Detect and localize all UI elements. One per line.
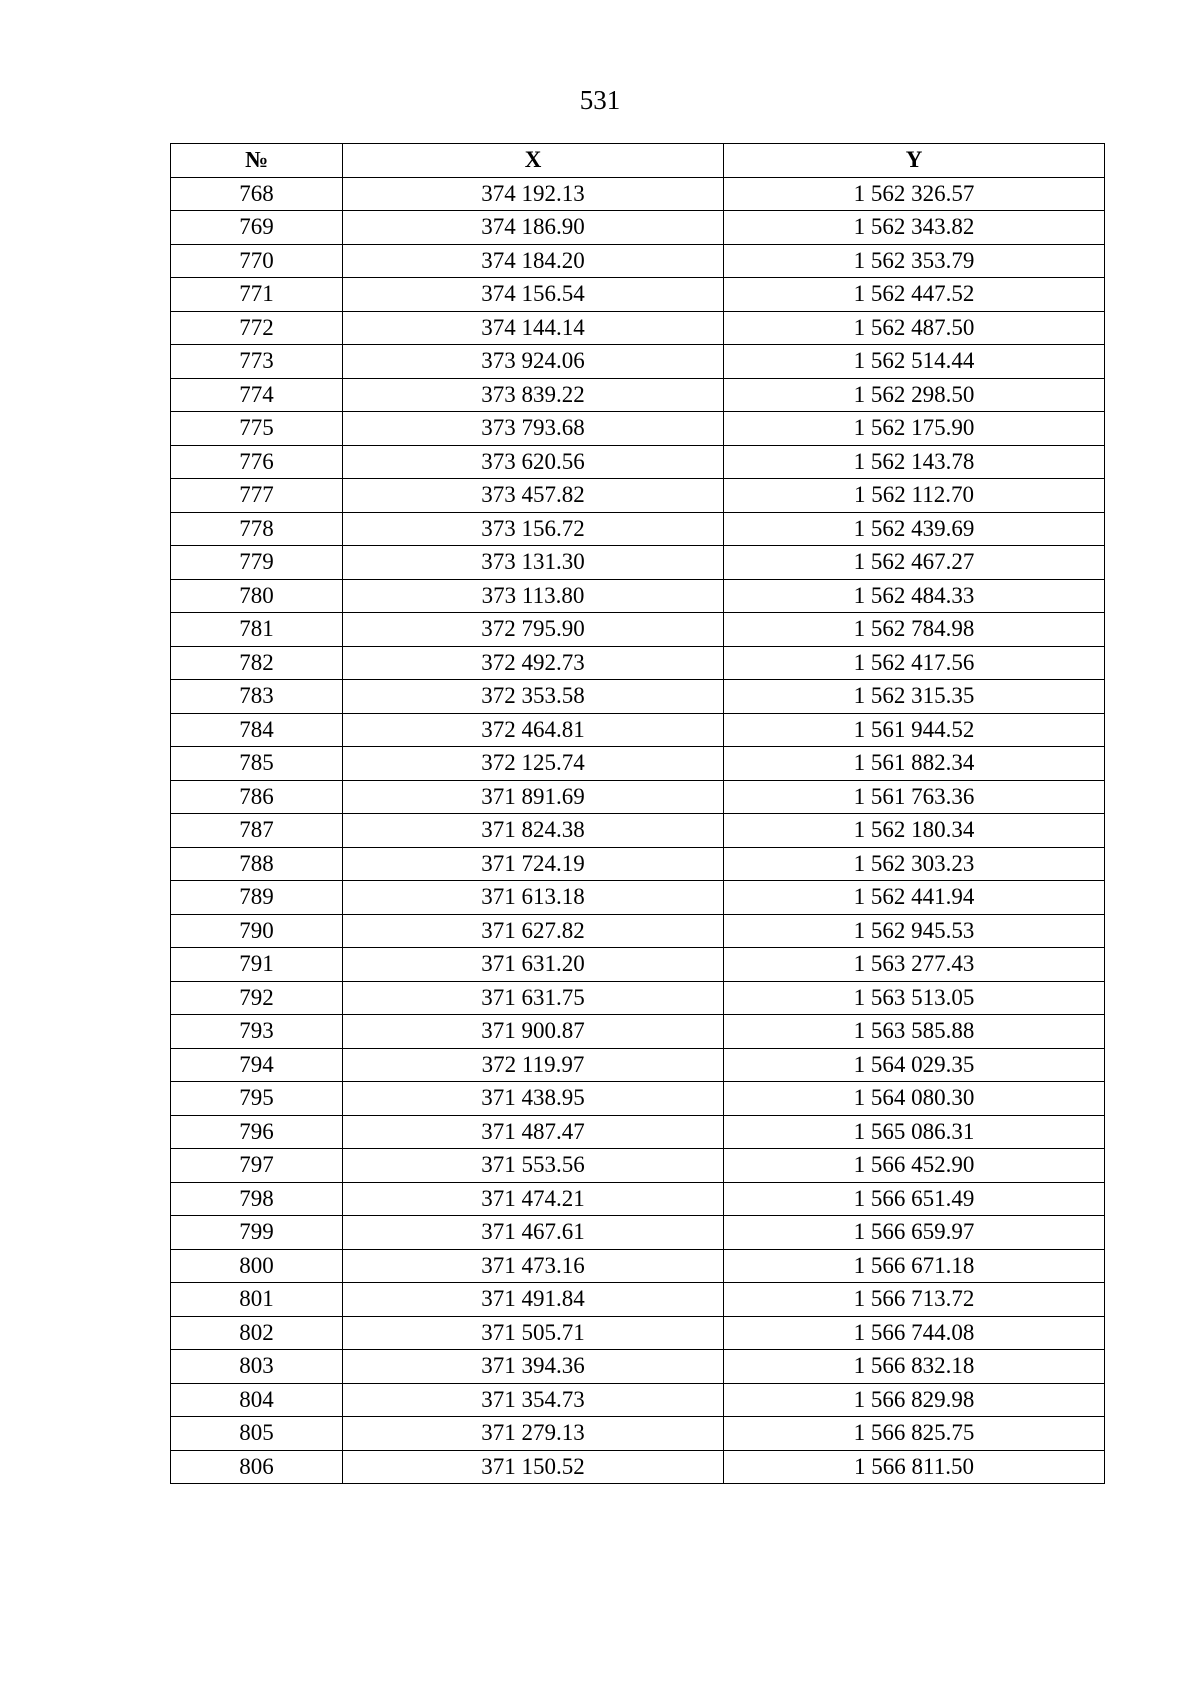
table-header-row (171, 144, 1105, 178)
cell-number: 800 (171, 1249, 343, 1283)
cell-number: 782 (171, 646, 343, 680)
table-row (171, 646, 1105, 680)
cell-y: 1 566 659.97 (724, 1216, 1105, 1250)
cell-number: 783 (171, 680, 343, 714)
cell-number: 769 (171, 211, 343, 245)
cell-number: 793 (171, 1015, 343, 1049)
table-row (171, 1249, 1105, 1283)
coordinates-table (170, 143, 1105, 1484)
cell-x: 373 620.56 (343, 445, 724, 479)
cell-number: 792 (171, 981, 343, 1015)
cell-x: 373 156.72 (343, 512, 724, 546)
cell-x: 373 793.68 (343, 412, 724, 446)
cell-number: 781 (171, 613, 343, 647)
table-row (171, 244, 1105, 278)
cell-y: 1 562 417.56 (724, 646, 1105, 680)
cell-y: 1 563 585.88 (724, 1015, 1105, 1049)
cell-y: 1 562 487.50 (724, 311, 1105, 345)
cell-x: 371 467.61 (343, 1216, 724, 1250)
cell-number: 795 (171, 1082, 343, 1116)
table-row (171, 747, 1105, 781)
cell-number: 770 (171, 244, 343, 278)
cell-y: 1 561 944.52 (724, 713, 1105, 747)
header-number: № (171, 144, 343, 178)
cell-number: 790 (171, 914, 343, 948)
table-row (171, 1082, 1105, 1116)
table-row (171, 278, 1105, 312)
table-row (171, 881, 1105, 915)
cell-x: 371 553.56 (343, 1149, 724, 1183)
cell-y: 1 561 882.34 (724, 747, 1105, 781)
table-row (171, 1115, 1105, 1149)
cell-y: 1 566 832.18 (724, 1350, 1105, 1384)
table-row (171, 479, 1105, 513)
table-row (171, 1182, 1105, 1216)
cell-y: 1 562 467.27 (724, 546, 1105, 580)
cell-y: 1 562 326.57 (724, 177, 1105, 211)
cell-number: 805 (171, 1417, 343, 1451)
cell-x: 372 492.73 (343, 646, 724, 680)
table-row (171, 579, 1105, 613)
cell-x: 372 119.97 (343, 1048, 724, 1082)
cell-number: 768 (171, 177, 343, 211)
cell-number: 776 (171, 445, 343, 479)
cell-number: 771 (171, 278, 343, 312)
cell-y: 1 566 825.75 (724, 1417, 1105, 1451)
cell-x: 372 795.90 (343, 613, 724, 647)
table-row (171, 1015, 1105, 1049)
cell-x: 374 184.20 (343, 244, 724, 278)
cell-number: 777 (171, 479, 343, 513)
cell-y: 1 562 784.98 (724, 613, 1105, 647)
cell-x: 374 192.13 (343, 177, 724, 211)
table-row (171, 780, 1105, 814)
cell-y: 1 564 029.35 (724, 1048, 1105, 1082)
table-row (171, 814, 1105, 848)
cell-x: 371 487.47 (343, 1115, 724, 1149)
cell-y: 1 563 513.05 (724, 981, 1105, 1015)
cell-y: 1 563 277.43 (724, 948, 1105, 982)
table-row (171, 1417, 1105, 1451)
cell-number: 796 (171, 1115, 343, 1149)
cell-y: 1 566 452.90 (724, 1149, 1105, 1183)
cell-x: 371 473.16 (343, 1249, 724, 1283)
cell-y: 1 562 303.23 (724, 847, 1105, 881)
cell-x: 371 474.21 (343, 1182, 724, 1216)
cell-y: 1 562 315.35 (724, 680, 1105, 714)
table-row (171, 847, 1105, 881)
cell-number: 788 (171, 847, 343, 881)
cell-x: 371 631.75 (343, 981, 724, 1015)
cell-x: 371 491.84 (343, 1283, 724, 1317)
cell-x: 371 891.69 (343, 780, 724, 814)
cell-number: 787 (171, 814, 343, 848)
table-row (171, 613, 1105, 647)
cell-x: 371 824.38 (343, 814, 724, 848)
table-row (171, 981, 1105, 1015)
cell-x: 372 464.81 (343, 713, 724, 747)
cell-y: 1 562 180.34 (724, 814, 1105, 848)
table-row (171, 1450, 1105, 1484)
cell-number: 785 (171, 747, 343, 781)
table-row (171, 1350, 1105, 1384)
cell-y: 1 562 112.70 (724, 479, 1105, 513)
cell-number: 798 (171, 1182, 343, 1216)
table-row (171, 378, 1105, 412)
table-body (171, 177, 1105, 1484)
cell-x: 372 353.58 (343, 680, 724, 714)
cell-number: 775 (171, 412, 343, 446)
cell-x: 371 613.18 (343, 881, 724, 915)
table-row (171, 1283, 1105, 1317)
cell-number: 797 (171, 1149, 343, 1183)
table-row (171, 311, 1105, 345)
cell-y: 1 562 514.44 (724, 345, 1105, 379)
table-row (171, 1048, 1105, 1082)
cell-y: 1 562 447.52 (724, 278, 1105, 312)
cell-x: 373 457.82 (343, 479, 724, 513)
cell-x: 371 900.87 (343, 1015, 724, 1049)
cell-number: 789 (171, 881, 343, 915)
cell-number: 791 (171, 948, 343, 982)
cell-number: 772 (171, 311, 343, 345)
cell-x: 374 186.90 (343, 211, 724, 245)
table-row (171, 546, 1105, 580)
cell-x: 374 144.14 (343, 311, 724, 345)
cell-y: 1 562 343.82 (724, 211, 1105, 245)
table-row (171, 680, 1105, 714)
cell-number: 801 (171, 1283, 343, 1317)
cell-y: 1 566 744.08 (724, 1316, 1105, 1350)
cell-number: 773 (171, 345, 343, 379)
cell-x: 374 156.54 (343, 278, 724, 312)
cell-x: 371 394.36 (343, 1350, 724, 1384)
cell-x: 371 150.52 (343, 1450, 724, 1484)
cell-y: 1 561 763.36 (724, 780, 1105, 814)
cell-x: 371 505.71 (343, 1316, 724, 1350)
cell-x: 373 924.06 (343, 345, 724, 379)
cell-y: 1 562 439.69 (724, 512, 1105, 546)
cell-x: 373 113.80 (343, 579, 724, 613)
cell-y: 1 566 651.49 (724, 1182, 1105, 1216)
table-row (171, 177, 1105, 211)
cell-y: 1 562 143.78 (724, 445, 1105, 479)
cell-number: 803 (171, 1350, 343, 1384)
cell-number: 794 (171, 1048, 343, 1082)
table-row (171, 1149, 1105, 1183)
cell-x: 371 279.13 (343, 1417, 724, 1451)
cell-y: 1 562 484.33 (724, 579, 1105, 613)
cell-y: 1 566 811.50 (724, 1450, 1105, 1484)
cell-x: 373 131.30 (343, 546, 724, 580)
cell-y: 1 566 671.18 (724, 1249, 1105, 1283)
cell-y: 1 562 298.50 (724, 378, 1105, 412)
cell-x: 371 631.20 (343, 948, 724, 982)
cell-y: 1 562 175.90 (724, 412, 1105, 446)
cell-number: 778 (171, 512, 343, 546)
table-row (171, 512, 1105, 546)
cell-y: 1 564 080.30 (724, 1082, 1105, 1116)
table-row (171, 211, 1105, 245)
cell-x: 372 125.74 (343, 747, 724, 781)
cell-x: 371 724.19 (343, 847, 724, 881)
cell-x: 371 354.73 (343, 1383, 724, 1417)
cell-number: 799 (171, 1216, 343, 1250)
cell-number: 774 (171, 378, 343, 412)
cell-y: 1 565 086.31 (724, 1115, 1105, 1149)
cell-number: 780 (171, 579, 343, 613)
cell-number: 779 (171, 546, 343, 580)
cell-x: 373 839.22 (343, 378, 724, 412)
page-number: 531 (579, 85, 621, 115)
cell-y: 1 566 713.72 (724, 1283, 1105, 1317)
cell-number: 786 (171, 780, 343, 814)
table-row (171, 914, 1105, 948)
header-y: Y (724, 144, 1105, 178)
cell-number: 806 (171, 1450, 343, 1484)
table-row (171, 948, 1105, 982)
cell-x: 371 438.95 (343, 1082, 724, 1116)
cell-y: 1 562 945.53 (724, 914, 1105, 948)
cell-number: 804 (171, 1383, 343, 1417)
table-row (171, 1383, 1105, 1417)
cell-y: 1 562 441.94 (724, 881, 1105, 915)
cell-y: 1 562 353.79 (724, 244, 1105, 278)
cell-x: 371 627.82 (343, 914, 724, 948)
cell-number: 784 (171, 713, 343, 747)
cell-number: 802 (171, 1316, 343, 1350)
table-row (171, 445, 1105, 479)
header-x: X (343, 144, 724, 178)
table-row (171, 1316, 1105, 1350)
cell-y: 1 566 829.98 (724, 1383, 1105, 1417)
table-row (171, 412, 1105, 446)
table-row (171, 345, 1105, 379)
table-row (171, 713, 1105, 747)
table-row (171, 1216, 1105, 1250)
